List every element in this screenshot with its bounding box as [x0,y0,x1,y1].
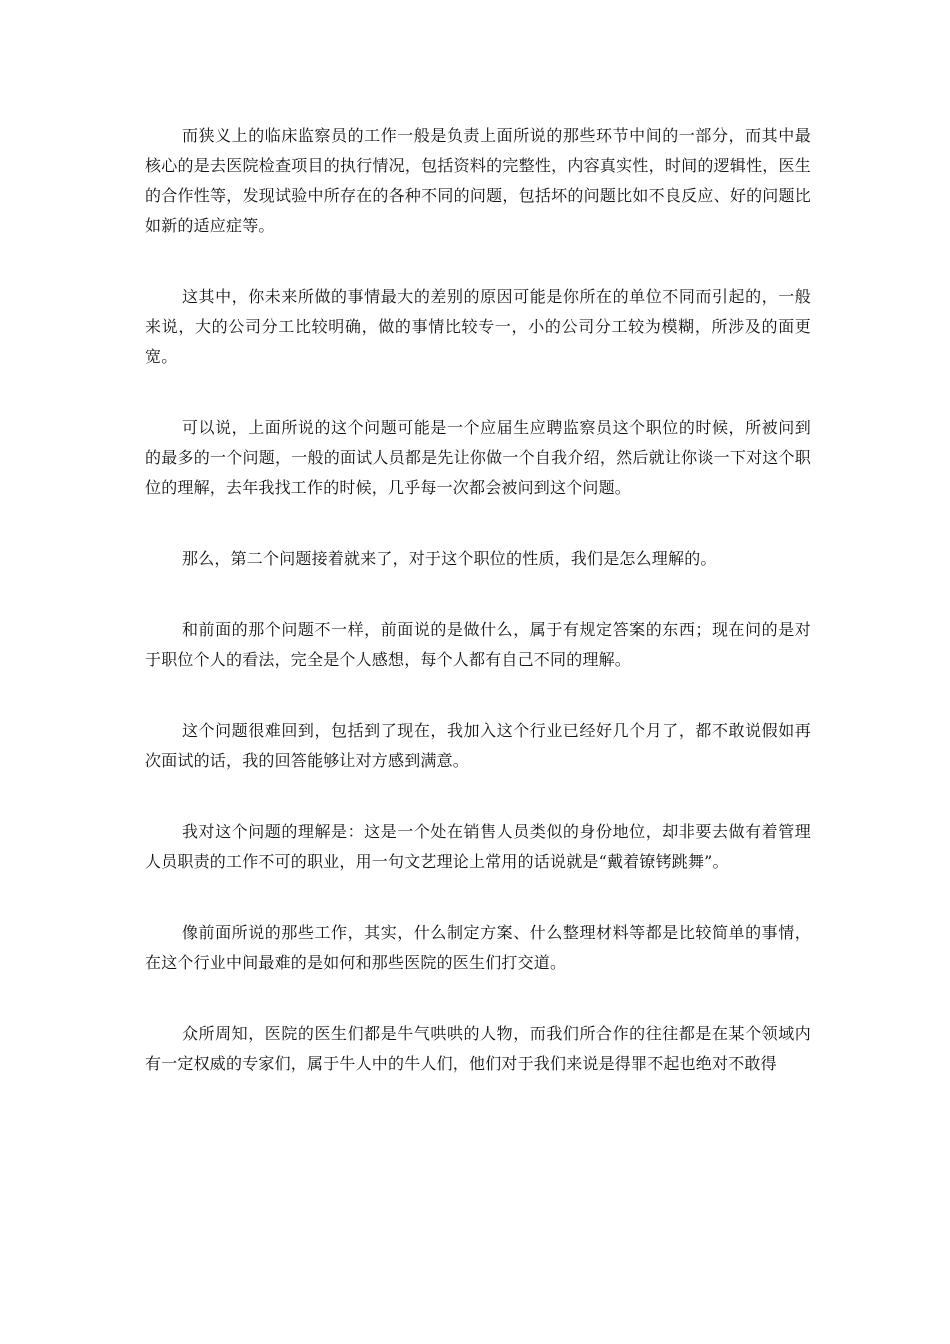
paragraph-3: 可以说，上面所说的这个问题可能是一个应届生应聘监察员这个职位的时候，所被问到的最多的一个问题，一般的面试人员都是先让你做一个自我介绍，然后就让你谈一下对这个职位的理解，去年我找工作的时候，几乎每一次都会被问到这个问题。 [145,418,811,497]
paragraph-5: 和前面的那个问题不一样，前面说的是做什么，属于有规定答案的东西；现在问的是对于职位个人的看法，完全是个人感想，每个人都有自己不同的理解。 [145,620,811,669]
paragraph-1: 而狭义上的临床监察员的工作一般是负责上面所说的那些环节中间的一部分，而其中最核心的是去医院检查项目的执行情况，包括资料的完整性，内容真实性，时间的逻辑性，医生的合作性等，发现试验中所存在的各种不同的问题，包括坏的问题比如不良反应、好的问题比如新的适应症等。 [145,126,811,235]
paragraph-2: 这其中，你未来所做的事情最大的差别的原因可能是你所在的单位不同而引起的，一般来说，大的公司分工比较明确，做的事情比较专一，小的公司分工较为模糊，所涉及的面更宽。 [145,287,811,366]
paragraph-4: 那么，第二个问题接着就来了，对于这个职位的性质，我们是怎么理解的。 [182,549,717,568]
paragraph-8: 像前面所说的那些工作，其实，什么制定方案、什么整理材料等都是比较简单的事情，在这个行业中间最难的是如何和那些医院的医生们打交道。 [145,923,811,972]
document-body [145,121,811,1120]
paragraph-9: 众所周知，医院的医生们都是牛气哄哄的人物，而我们所合作的往往都是在某个领域内有一定权威的专家们，属于牛人中的牛人们，他们对于我们来说是得罪不起也绝对不敢得 [145,1024,811,1073]
paragraph-7: 我对这个问题的理解是：这是一个处在销售人员类似的身份地位，却非要去做有着管理人员职责的工作不可的职业，用一句文艺理论上常用的话说就是“戴着镣铐跳舞”。 [145,822,811,871]
paragraph-6: 这个问题很难回到，包括到了现在，我加入这个行业已经好几个月了，都不敢说假如再次面试的话，我的回答能够让对方感到满意。 [145,721,811,770]
